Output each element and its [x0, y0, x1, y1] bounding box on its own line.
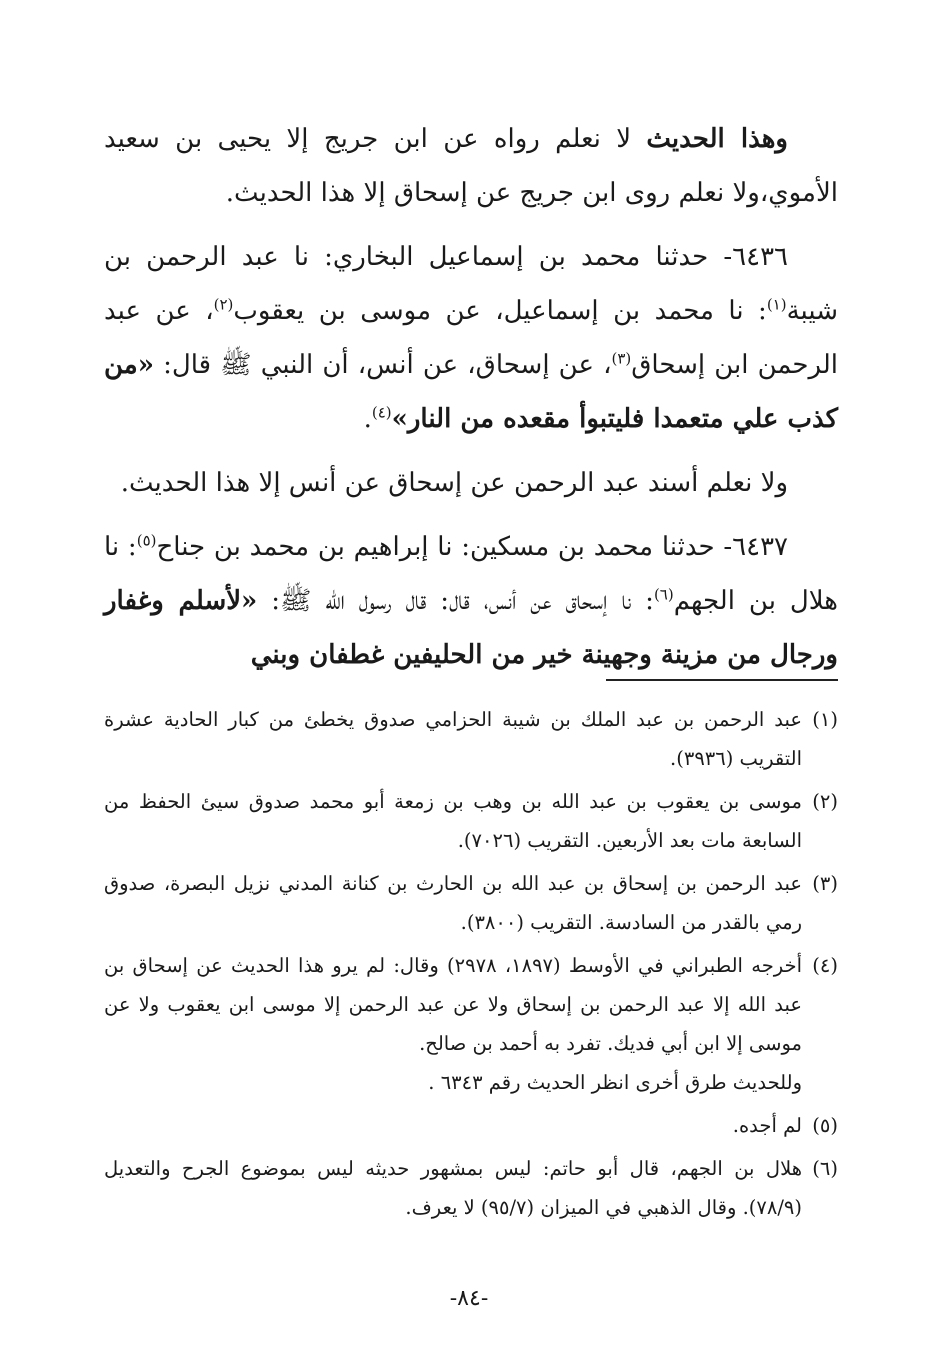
hadith-6437-matn: «لأسلم وغفار ورجال من مزينة وجهينة خير من الحليفين غطفان وبني: [104, 586, 838, 670]
hadith-6436: [104, 230, 838, 446]
footnote-6: [104, 1149, 838, 1227]
footnote-extra: وللحديث طرق أخرى انظر الحديث رقم ٦٣٤٣ .: [428, 1071, 802, 1094]
footnote-3: [104, 864, 838, 942]
footnote-text: موسى بن يعقوب بن عبد الله بن وهب بن زمعة أبو محمد صدوق سيئ الحفظ من السابعة مات بعد الأربعين. التقريب (٧٠٢٦).: [104, 790, 802, 852]
footnote-ref-2[interactable]: (٢): [213, 295, 234, 314]
footnote-ref-3[interactable]: (٣): [611, 349, 632, 368]
main-text: [104, 112, 838, 692]
footnote-5: [104, 1106, 838, 1145]
footnotes: [104, 700, 838, 1231]
paragraph-1: [104, 112, 838, 220]
paragraph-1-text: لا نعلم رواه عن ابن جريج إلا يحيى بن سعيد الأموي،ولا نعلم روى ابن جريج عن إسحاق إلا هذا الحديث.: [104, 124, 838, 208]
footnote-4: [104, 946, 838, 1102]
hadith-6436-isnad-b: : نا محمد بن إسماعيل، عن موسى بن يعقوب: [233, 296, 767, 326]
footnote-text: عبد الرحمن بن إسحاق بن عبد الله بن الحارث بن كنانة المدني نزيل البصرة، صدوق رمي بالقدر من السادسة. التقريب (٣٨٠٠).: [104, 872, 802, 934]
footnote-2: [104, 782, 838, 860]
footnote-ref-4[interactable]: (٤): [371, 403, 392, 422]
footnote-ref-1[interactable]: (١): [766, 295, 787, 314]
footnote-ref-6[interactable]: (٦): [653, 585, 674, 604]
lead-phrase: وهذا الحديث: [646, 124, 788, 154]
footnote-text: هلال بن الجهم، قال أبو حاتم: ليس بمشهور حديثه ليس بموضوع الجرح والتعديل (٧٨/٩). وقال الذهبي في الميزان (٩٥/٧) لا يعرف.: [104, 1157, 802, 1219]
footnote-text: أخرجه الطبراني في الأوسط (١٨٩٧، ٢٩٧٨) وقال: لم يرو هذا الحديث عن إسحاق بن عبد الله إلا عبد الرحمن بن إسحاق ولا عن عبد الرحمن إلا موسى ابن يعقوب ولا عن موسى إلا ابن أبي فديك. تفرد به أحمد بن صالح.: [104, 954, 802, 1055]
hadith-6436-matn: «من كذب علي متعمدا فليتبوأ مقعده من النار»: [104, 350, 838, 434]
footnote-number: (٢): [812, 790, 838, 813]
footnote-text: لم أجده.: [732, 1114, 802, 1137]
hadith-6437-isnad-c: : نا إسحاق عن أنس، قال: قال رسول الله ﷺ:: [257, 586, 654, 616]
footnote-text: عبد الرحمن بن عبد الملك بن شيبة الحزامي صدوق يخطئ من كبار الحادية عشرة التقريب (٣٩٣٦).: [104, 708, 802, 770]
page-number: -٨٤-: [449, 1286, 489, 1311]
hadith-6436-isnad-d: ، عن إسحاق، عن أنس، أن النبي ﷺ قال:: [153, 350, 612, 380]
footnote-separator: [606, 679, 838, 681]
hadith-6437-isnad-b: : نا هلال بن الجهم: [104, 532, 839, 616]
hadith-6437: [104, 520, 838, 682]
footnote-number: (٦): [812, 1157, 838, 1180]
hadith-6437-isnad-a: ٦٤٣٧- حدثنا محمد بن مسكين: نا إبراهيم بن محمد بن جناح: [156, 532, 788, 562]
footnote-number: (٣): [812, 872, 838, 895]
paragraph-3: ولا نعلم أسند عبد الرحمن عن إسحاق عن أنس إلا هذا الحديث.: [120, 468, 788, 498]
footnote-number: (١): [812, 708, 838, 731]
hadith-6436-end: .: [363, 404, 372, 434]
hadith-6436-isnad-c: ، عن عبد الرحمن ابن إسحاق: [104, 296, 838, 380]
footnote-ref-5[interactable]: (٥): [136, 531, 157, 550]
hadith-6436-isnad-a: ٦٤٣٦- حدثنا محمد بن إسماعيل البخاري: نا عبد الرحمن بن شيبة: [104, 242, 839, 326]
footnote-number: (٤): [812, 954, 838, 977]
footnote-1: [104, 700, 838, 778]
footnote-number: (٥): [812, 1114, 838, 1137]
